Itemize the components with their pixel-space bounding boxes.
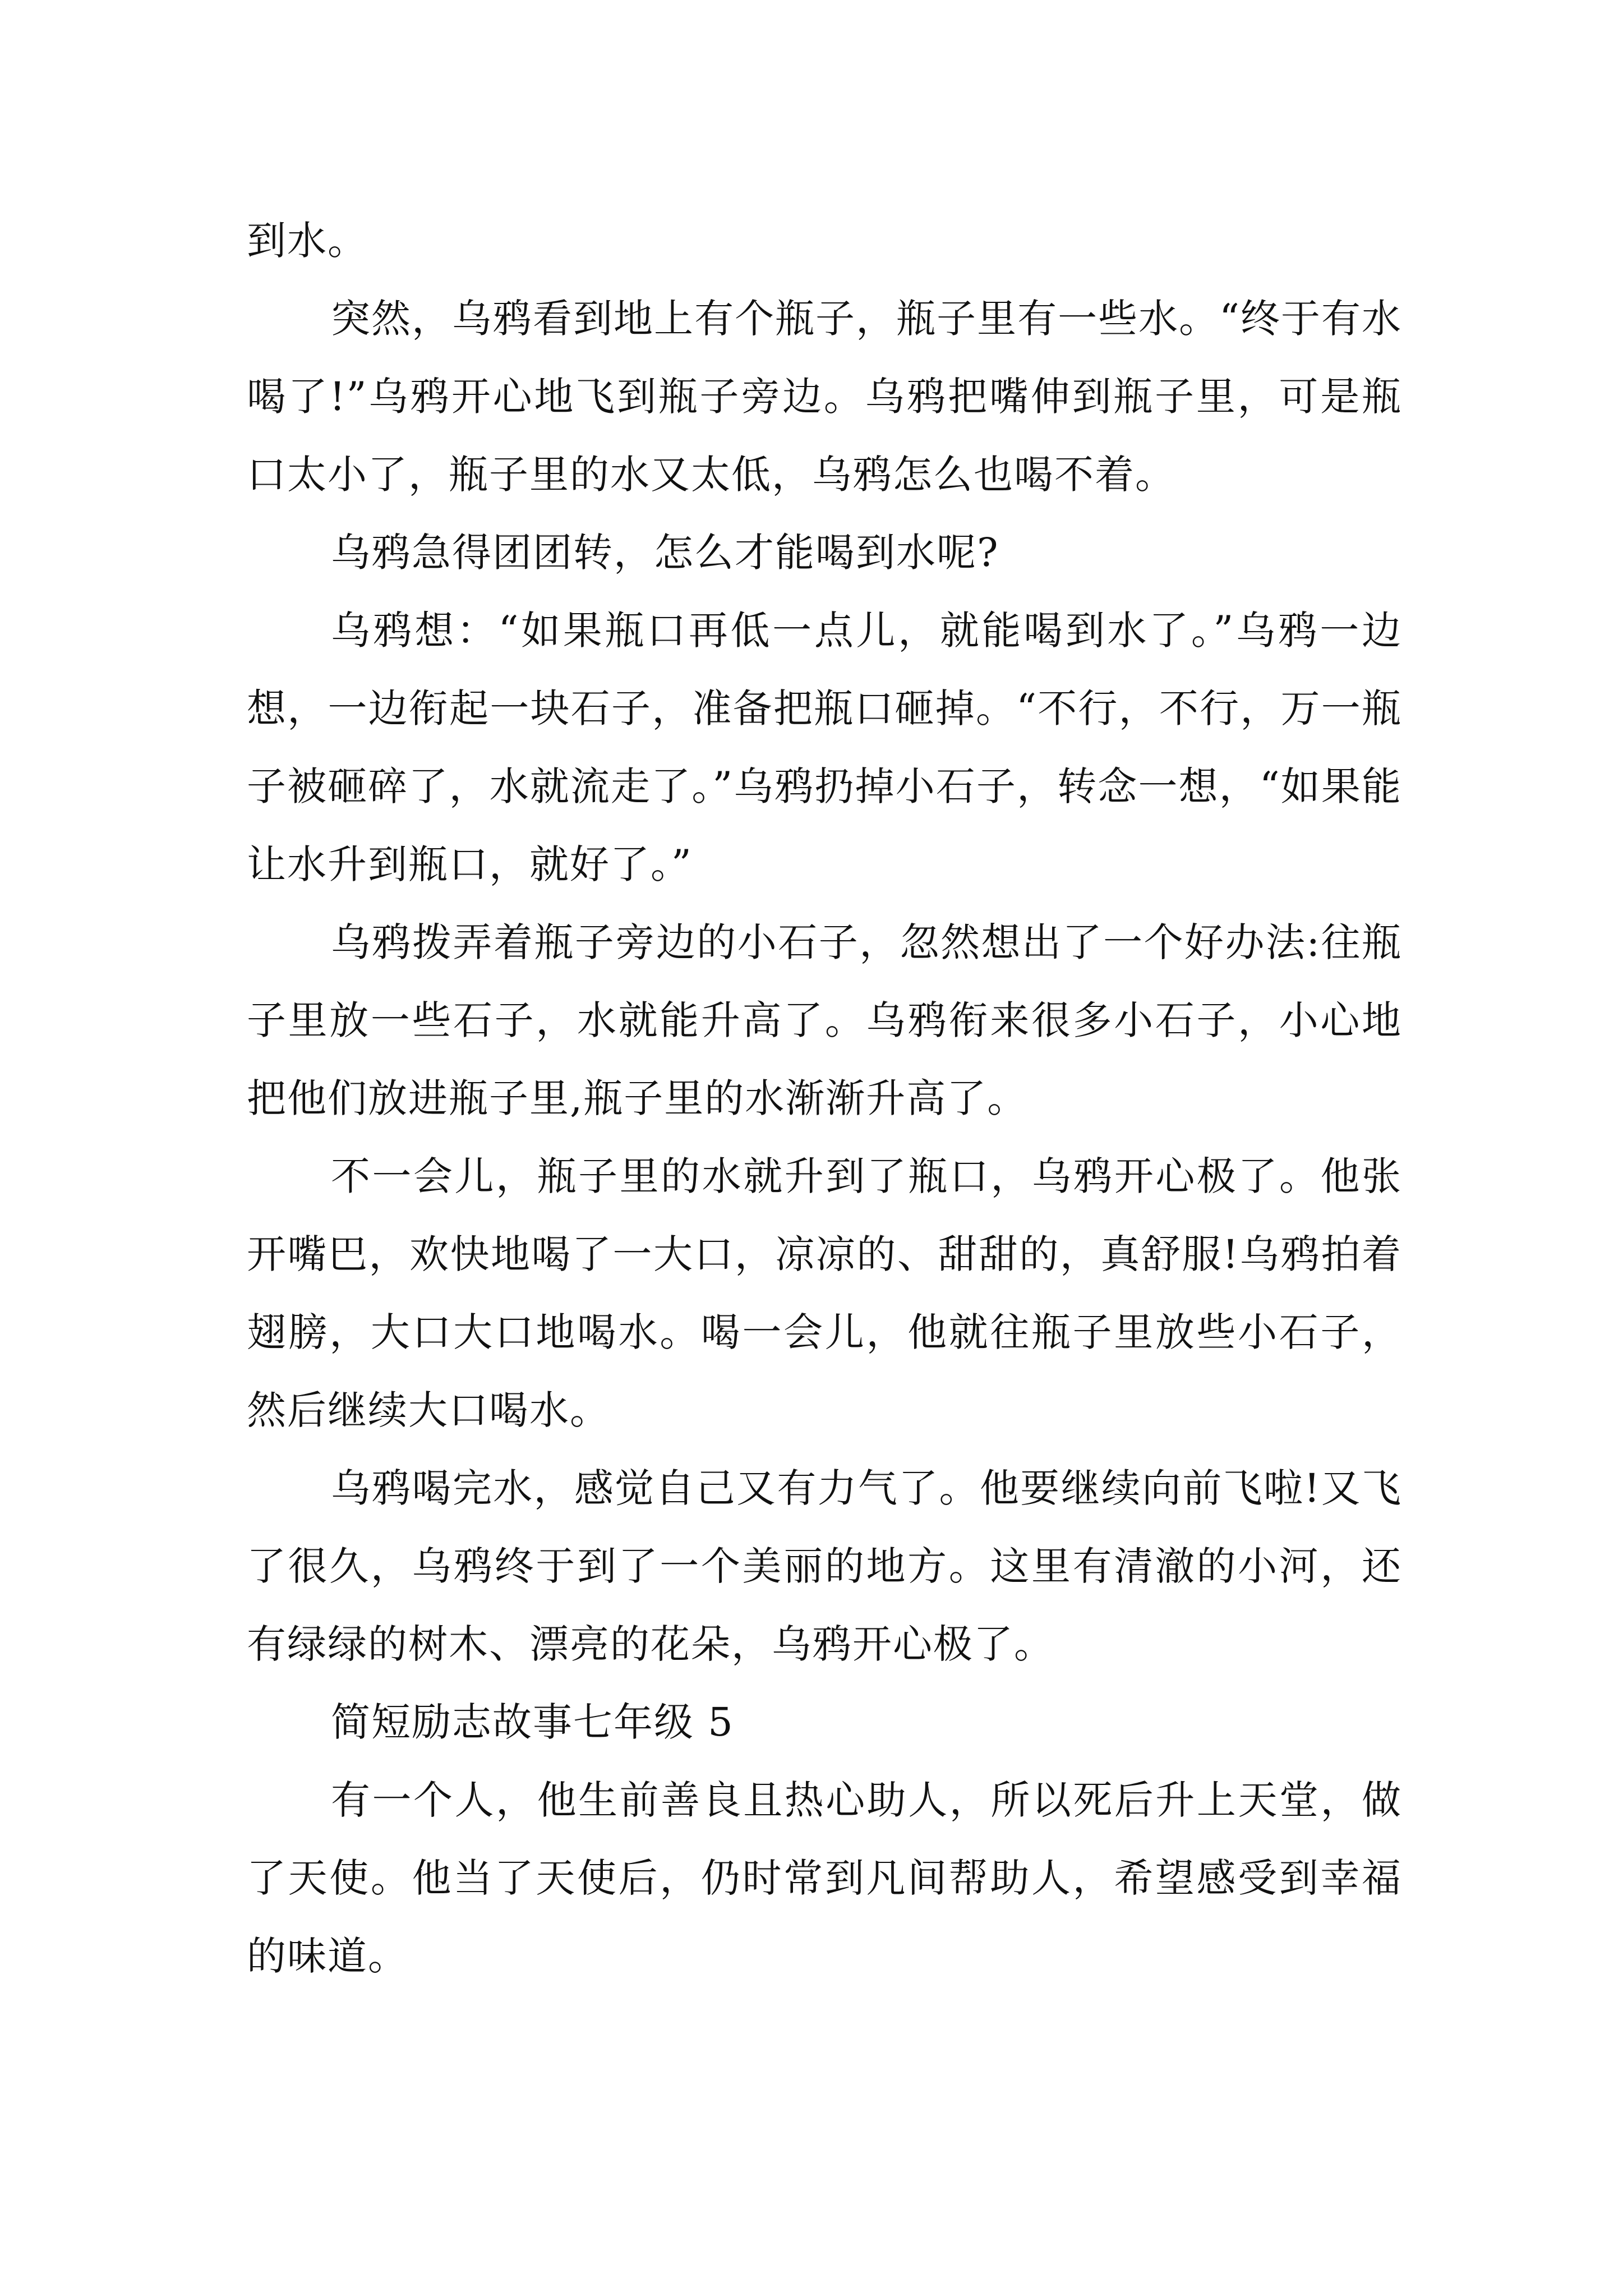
document-body [247, 202, 1402, 1995]
paragraph-crow-thinks: 乌鸦想：“如果瓶口再低一点儿，就能喝到水了。”乌鸦一边想，一边衔起一块石子，准备把瓶口砸掉。“不行，不行，万一瓶子被砸碎了，水就流走了。”乌鸦扔掉小石子，转念一想，“如果能让水升到瓶口，就好了。” [247, 608, 1402, 887]
paragraph-crow-idea: 乌鸦拨弄着瓶子旁边的小石子，忽然想出了一个好办法:往瓶子里放一些石子，水就能升高了。乌鸦衔来很多小石子，小心地把他们放进瓶子里,瓶子里的水渐渐升高了。 [247, 919, 1402, 1121]
paragraph-crow-flies-on: 乌鸦喝完水，感觉自己又有力气了。他要继续向前飞啦!又飞了很久，乌鸦终于到了一个美丽的地方。这里有清澈的小河，还有绿绿的树木、漂亮的花朵，乌鸦开心极了。 [247, 1465, 1402, 1667]
paragraph-crow-drinks: 不一会儿，瓶子里的水就升到了瓶口，乌鸦开心极了。他张开嘴巴，欢快地喝了一大口，凉凉的、甜甜的，真舒服!乌鸦拍着翅膀，大口大口地喝水。喝一会儿，他就往瓶子里放些小石子，然后继续大口喝水。 [247, 1153, 1402, 1433]
paragraph-angel-story: 有一个人，他生前善良且热心助人，所以死后升上天堂，做了天使。他当了天使后，仍时常到凡间帮助人，希望感受到幸福的味道。 [247, 1777, 1402, 1979]
paragraph-continuation: 到水。 [247, 218, 368, 264]
paragraph-crow-anxious: 乌鸦急得团团转，怎么才能喝到水呢? [331, 530, 999, 576]
paragraph-crow-finds-bottle: 突然，乌鸦看到地上有个瓶子，瓶子里有一些水。“终于有水喝了!”乌鸦开心地飞到瓶子旁边。乌鸦把嘴伸到瓶子里，可是瓶口太小了，瓶子里的水又太低，乌鸦怎么也喝不着。 [247, 296, 1402, 498]
section-heading: 简短励志故事七年级 5 [331, 1699, 734, 1745]
